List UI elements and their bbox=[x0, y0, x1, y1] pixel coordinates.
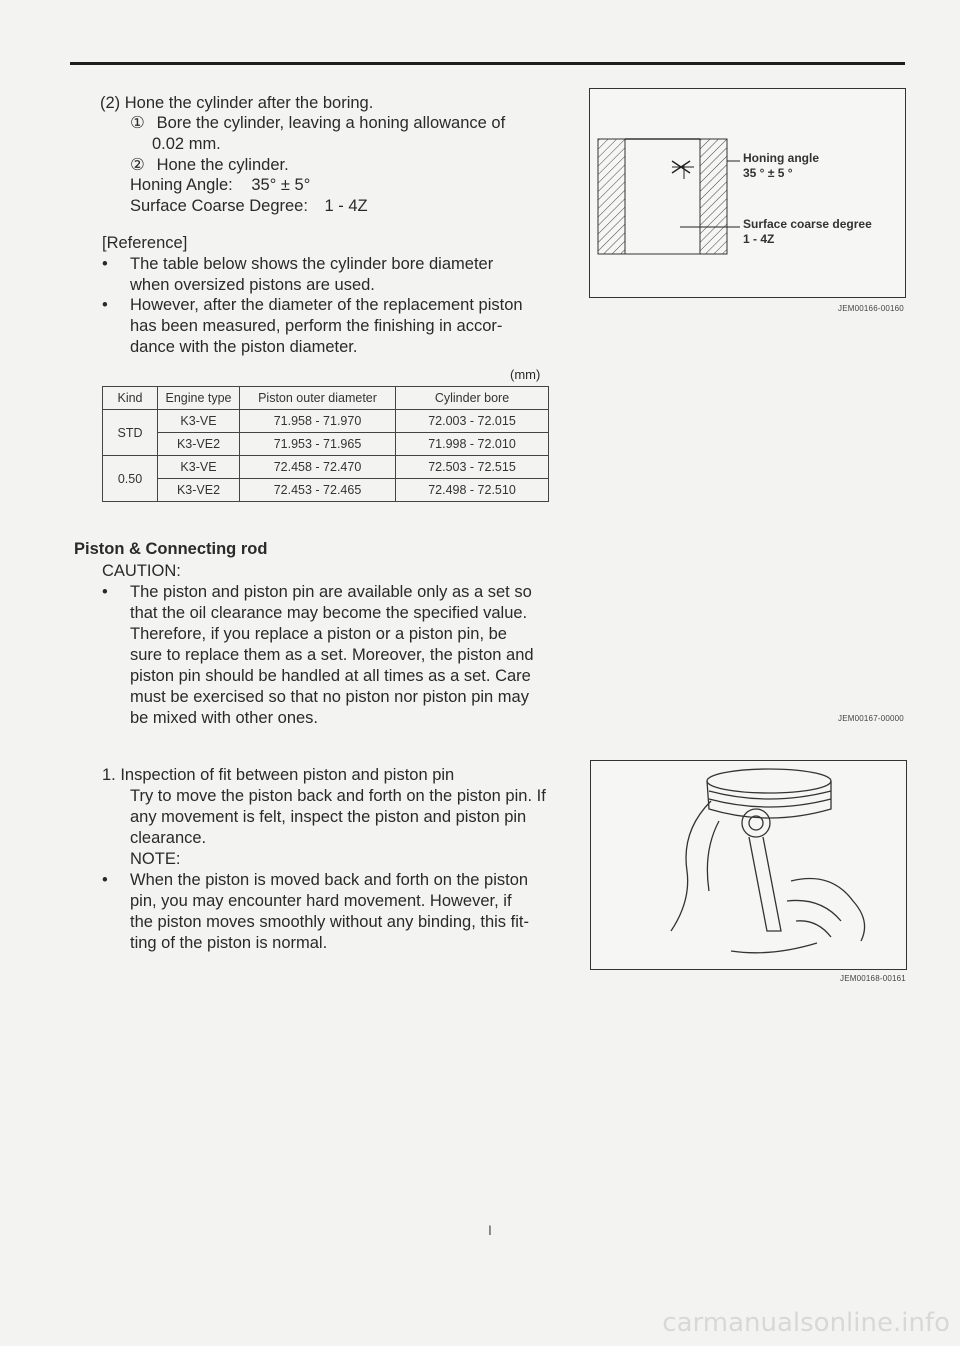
reference-bullet-2: • However, after the diameter of the replacement piston bbox=[130, 295, 523, 316]
table-cell: 72.453 - 72.465 bbox=[240, 479, 396, 502]
table-cell: 72.503 - 72.515 bbox=[396, 456, 549, 479]
table-cell: K3-VE bbox=[158, 456, 240, 479]
piston-ring-groove bbox=[709, 799, 831, 807]
reference-bullet-2-cont-1: has been measured, perform the finishing in accor- bbox=[130, 317, 503, 335]
table-header-row bbox=[103, 387, 549, 410]
figure-code: JEM00166-00160 bbox=[838, 304, 904, 313]
caution-line: sure to replace them as a set. Moreover, the piston and bbox=[130, 646, 534, 664]
honing-diagram bbox=[589, 88, 906, 298]
sub-step-2-number: ② bbox=[130, 156, 145, 174]
sub-step-1 bbox=[130, 113, 505, 134]
inspection-line: any movement is felt, inspect the piston and piston pin bbox=[130, 808, 527, 826]
reference-bullet-1: • The table below shows the cylinder bore diameter bbox=[130, 254, 493, 275]
cylinder-wall-right bbox=[700, 139, 727, 254]
honing-angle-caption: Honing angle bbox=[743, 151, 819, 165]
site-watermark: carmanualsonline.info bbox=[662, 1308, 950, 1338]
table-header: Kind bbox=[103, 387, 158, 410]
caution-line: that the oil clearance may become the specified value. bbox=[130, 604, 528, 622]
inspection-line: Try to move the piston back and forth on the piston pin. If bbox=[130, 787, 546, 805]
note-line: ting of the piston is normal. bbox=[130, 934, 328, 952]
table-row bbox=[103, 433, 549, 456]
caution-line: • The piston and piston pin are available only as a set so bbox=[130, 582, 532, 603]
hand-left-outline bbox=[671, 801, 711, 931]
honing-angle-spec bbox=[130, 175, 310, 196]
piston-hand-illustration bbox=[591, 761, 906, 969]
table-cell-kind: STD bbox=[103, 410, 158, 456]
sub-step-1-number: ① bbox=[130, 114, 145, 132]
figure-code: JEM00167-00000 bbox=[838, 714, 904, 723]
honing-angle-label: Honing Angle: bbox=[130, 176, 233, 194]
table-header: Piston outer diameter bbox=[240, 387, 396, 410]
figure-code: JEM00168-00161 bbox=[840, 974, 906, 983]
piston-ring-groove bbox=[709, 791, 831, 799]
table-row bbox=[103, 479, 549, 502]
table-cell: 72.498 - 72.510 bbox=[396, 479, 549, 502]
table-row bbox=[103, 456, 549, 479]
surface-degree-caption: Surface coarse degree bbox=[743, 217, 872, 231]
hand-left-finger bbox=[707, 821, 719, 891]
table-cell: 71.953 - 71.965 bbox=[240, 433, 396, 456]
table-cell: 71.998 - 72.010 bbox=[396, 433, 549, 456]
sub-step-2-text: Hone the cylinder. bbox=[156, 156, 289, 174]
note-line: pin, you may encounter hard movement. However, if bbox=[130, 892, 512, 910]
cylinder-wall-left bbox=[598, 139, 625, 254]
top-rule bbox=[70, 62, 905, 65]
connecting-rod bbox=[749, 837, 781, 931]
note-line: the piston moves smoothly without any binding, this fit- bbox=[130, 913, 529, 931]
table-cell: 72.003 - 72.015 bbox=[396, 410, 549, 433]
note-line: • When the piston is moved back and forth on the piston bbox=[130, 870, 528, 891]
piston-inspection-figure bbox=[590, 760, 907, 970]
surface-degree-caption-value: 1 - 4Z bbox=[743, 232, 775, 246]
surface-degree-spec bbox=[130, 196, 368, 217]
piston-crown bbox=[707, 769, 831, 793]
piston-pin-boss bbox=[742, 809, 770, 837]
caution-line: Therefore, if you replace a piston or a piston pin, be bbox=[130, 625, 507, 643]
table-header: Engine type bbox=[158, 387, 240, 410]
table-cell: K3-VE bbox=[158, 410, 240, 433]
table-cell: 72.458 - 72.470 bbox=[240, 456, 396, 479]
reference-bullet-2-cont-2: dance with the piston diameter. bbox=[130, 338, 358, 356]
table-row bbox=[103, 410, 549, 433]
table-cell-kind: 0.50 bbox=[103, 456, 158, 502]
page-mark: I bbox=[488, 1222, 492, 1238]
caution-line: be mixed with other ones. bbox=[130, 709, 319, 727]
unit-label: (mm) bbox=[510, 367, 541, 382]
table-cell: K3-VE2 bbox=[158, 433, 240, 456]
honing-angle-value: 35° ± 5° bbox=[251, 176, 311, 194]
sub-step-2 bbox=[130, 155, 289, 176]
hand-right-finger bbox=[796, 921, 831, 937]
sub-step-1-text: Bore the cylinder, leaving a honing allowance of bbox=[156, 114, 506, 132]
cylinder-honing-illustration bbox=[590, 89, 905, 297]
surface-degree-label: Surface Coarse Degree: bbox=[130, 197, 308, 215]
reference-heading: [Reference] bbox=[102, 234, 188, 252]
honing-angle-caption-value: 35 ° ± 5 ° bbox=[743, 166, 793, 180]
caution-label: CAUTION: bbox=[102, 562, 181, 580]
reference-bullet-1-cont: when oversized pistons are used. bbox=[130, 276, 375, 294]
table-cell: K3-VE2 bbox=[158, 479, 240, 502]
surface-degree-value: 1 - 4Z bbox=[324, 197, 368, 215]
note-label: NOTE: bbox=[130, 850, 181, 868]
step-title: (2) Hone the cylinder after the boring. bbox=[100, 94, 374, 112]
table-cell: 71.958 - 71.970 bbox=[240, 410, 396, 433]
hand-right-finger bbox=[787, 900, 841, 921]
section-heading: Piston & Connecting rod bbox=[74, 540, 268, 558]
inspection-title: 1. Inspection of fit between piston and piston pin bbox=[102, 766, 455, 784]
cylinder-bore-table bbox=[102, 386, 549, 502]
hand-right-palm bbox=[731, 943, 817, 953]
table-header: Cylinder bore bbox=[396, 387, 549, 410]
sub-step-1-cont: 0.02 mm. bbox=[152, 135, 221, 153]
caution-line: must be exercised so that no piston nor piston pin may bbox=[130, 688, 529, 706]
inspection-line: clearance. bbox=[130, 829, 207, 847]
honing-angle-symbol bbox=[672, 161, 694, 179]
caution-line: piston pin should be handled at all times as a set. Care bbox=[130, 667, 531, 685]
